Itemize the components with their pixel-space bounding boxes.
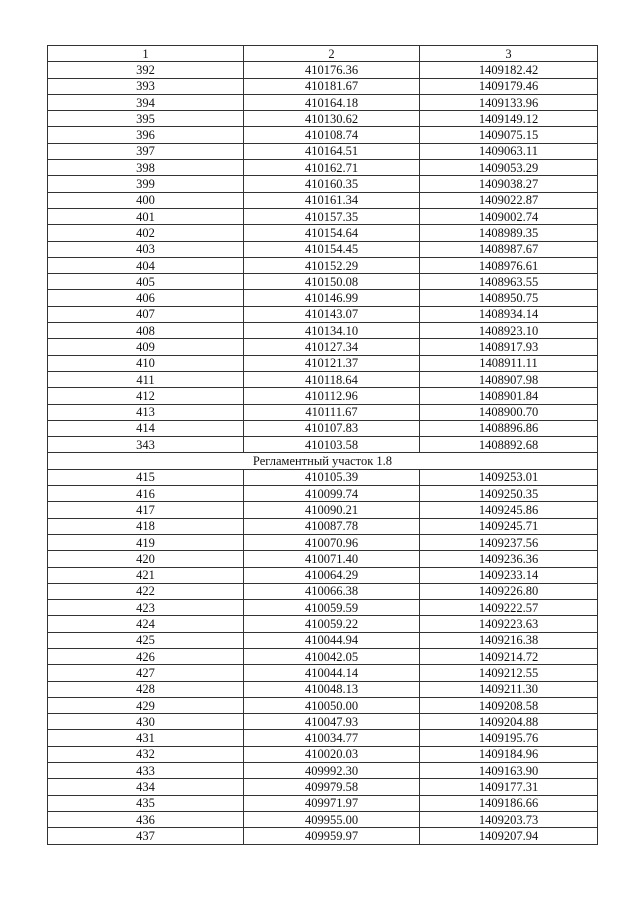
table-row [48,62,598,78]
x-coordinate-cell: 410071.40 [244,551,420,567]
y-coordinate-cell: 1409211.30 [420,681,598,697]
point-number-cell: 412 [48,388,244,404]
point-number-cell: 397 [48,143,244,159]
point-number-cell: 408 [48,323,244,339]
y-coordinate-cell: 1409002.74 [420,208,598,224]
table-row [48,534,598,550]
table-row [48,730,598,746]
table-row [48,192,598,208]
x-coordinate-cell: 410090.21 [244,502,420,518]
point-number-cell: 428 [48,681,244,697]
x-coordinate-cell: 410048.13 [244,681,420,697]
y-coordinate-cell: 1409063.11 [420,143,598,159]
y-coordinate-cell: 1409223.63 [420,616,598,632]
table-row [48,616,598,632]
x-coordinate-cell: 410099.74 [244,486,420,502]
table-row [48,600,598,616]
point-number-cell: 402 [48,225,244,241]
table-row [48,371,598,387]
y-coordinate-cell: 1408911.11 [420,355,598,371]
y-coordinate-cell: 1408950.75 [420,290,598,306]
point-number-cell: 418 [48,518,244,534]
point-number-cell: 416 [48,486,244,502]
point-number-cell: 413 [48,404,244,420]
y-coordinate-cell: 1409133.96 [420,94,598,110]
header-col-3: 3 [420,46,598,62]
point-number-cell: 437 [48,828,244,844]
x-coordinate-cell: 410154.45 [244,241,420,257]
x-coordinate-cell: 410143.07 [244,306,420,322]
x-coordinate-cell: 410160.35 [244,176,420,192]
x-coordinate-cell: 410121.37 [244,355,420,371]
table-row [48,143,598,159]
header-col-2: 2 [244,46,420,62]
x-coordinate-cell: 409959.97 [244,828,420,844]
table-row [48,241,598,257]
point-number-cell: 395 [48,111,244,127]
point-number-cell: 427 [48,665,244,681]
y-coordinate-cell: 1409236.36 [420,551,598,567]
y-coordinate-cell: 1409038.27 [420,176,598,192]
point-number-cell: 423 [48,600,244,616]
table-row [48,306,598,322]
point-number-cell: 431 [48,730,244,746]
table-row [48,681,598,697]
table-row [48,567,598,583]
y-coordinate-cell: 1409203.73 [420,811,598,827]
x-coordinate-cell: 410066.38 [244,583,420,599]
point-number-cell: 398 [48,160,244,176]
x-coordinate-cell: 410130.62 [244,111,420,127]
y-coordinate-cell: 1409208.58 [420,697,598,713]
table-row [48,225,598,241]
x-coordinate-cell: 410087.78 [244,518,420,534]
point-number-cell: 343 [48,437,244,453]
x-coordinate-cell: 410161.34 [244,192,420,208]
x-coordinate-cell: 410150.08 [244,274,420,290]
point-number-cell: 433 [48,763,244,779]
y-coordinate-cell: 1409253.01 [420,469,598,485]
table-row [48,795,598,811]
x-coordinate-cell: 409971.97 [244,795,420,811]
table-row [48,127,598,143]
table-row [48,208,598,224]
point-number-cell: 432 [48,746,244,762]
y-coordinate-cell: 1409237.56 [420,534,598,550]
table-row [48,274,598,290]
y-coordinate-cell: 1409207.94 [420,828,598,844]
y-coordinate-cell: 1409233.14 [420,567,598,583]
table-row [48,811,598,827]
x-coordinate-cell: 410181.67 [244,78,420,94]
x-coordinate-cell: 410034.77 [244,730,420,746]
y-coordinate-cell: 1409177.31 [420,779,598,795]
table-row [48,632,598,648]
x-coordinate-cell: 410164.51 [244,143,420,159]
y-coordinate-cell: 1408987.67 [420,241,598,257]
table-row [48,518,598,534]
point-number-cell: 411 [48,371,244,387]
x-coordinate-cell: 409955.00 [244,811,420,827]
x-coordinate-cell: 410127.34 [244,339,420,355]
y-coordinate-cell: 1408917.93 [420,339,598,355]
table-row [48,290,598,306]
point-number-cell: 426 [48,648,244,664]
y-coordinate-cell: 1408896.86 [420,420,598,436]
point-number-cell: 405 [48,274,244,290]
table-row [48,355,598,371]
point-number-cell: 407 [48,306,244,322]
header-row [48,46,598,62]
table-row [48,323,598,339]
table-row [48,779,598,795]
table-row [48,697,598,713]
x-coordinate-cell: 410112.96 [244,388,420,404]
y-coordinate-cell: 1409186.66 [420,795,598,811]
table-body [48,46,598,845]
table-row [48,437,598,453]
y-coordinate-cell: 1409022.87 [420,192,598,208]
table-row [48,469,598,485]
x-coordinate-cell: 409979.58 [244,779,420,795]
y-coordinate-cell: 1408901.84 [420,388,598,404]
x-coordinate-cell: 410044.14 [244,665,420,681]
table-row [48,160,598,176]
table-row [48,94,598,110]
x-coordinate-cell: 410064.29 [244,567,420,583]
point-number-cell: 396 [48,127,244,143]
x-coordinate-cell: 410047.93 [244,714,420,730]
point-number-cell: 409 [48,339,244,355]
table-row [48,388,598,404]
y-coordinate-cell: 1409163.90 [420,763,598,779]
x-coordinate-cell: 410042.05 [244,648,420,664]
point-number-cell: 417 [48,502,244,518]
y-coordinate-cell: 1408892.68 [420,437,598,453]
x-coordinate-cell: 410020.03 [244,746,420,762]
y-coordinate-cell: 1409226.80 [420,583,598,599]
y-coordinate-cell: 1409214.72 [420,648,598,664]
point-number-cell: 419 [48,534,244,550]
x-coordinate-cell: 410162.71 [244,160,420,176]
point-number-cell: 410 [48,355,244,371]
point-number-cell: 435 [48,795,244,811]
y-coordinate-cell: 1409195.76 [420,730,598,746]
point-number-cell: 406 [48,290,244,306]
table-row [48,404,598,420]
x-coordinate-cell: 410103.58 [244,437,420,453]
y-coordinate-cell: 1409075.15 [420,127,598,143]
y-coordinate-cell: 1408923.10 [420,323,598,339]
point-number-cell: 424 [48,616,244,632]
y-coordinate-cell: 1409222.57 [420,600,598,616]
point-number-cell: 430 [48,714,244,730]
table-row [48,78,598,94]
table-row [48,665,598,681]
point-number-cell: 403 [48,241,244,257]
x-coordinate-cell: 410146.99 [244,290,420,306]
y-coordinate-cell: 1409149.12 [420,111,598,127]
table-row [48,583,598,599]
table-row [48,111,598,127]
point-number-cell: 399 [48,176,244,192]
table-row [48,763,598,779]
table-row [48,339,598,355]
x-coordinate-cell: 410134.10 [244,323,420,339]
x-coordinate-cell: 410044.94 [244,632,420,648]
y-coordinate-cell: 1409216.38 [420,632,598,648]
point-number-cell: 420 [48,551,244,567]
x-coordinate-cell: 410152.29 [244,257,420,273]
table-row [48,176,598,192]
x-coordinate-cell: 410157.35 [244,208,420,224]
point-number-cell: 415 [48,469,244,485]
x-coordinate-cell: 410154.64 [244,225,420,241]
y-coordinate-cell: 1409182.42 [420,62,598,78]
coordinates-table [47,45,598,845]
point-number-cell: 414 [48,420,244,436]
point-number-cell: 421 [48,567,244,583]
y-coordinate-cell: 1409212.55 [420,665,598,681]
point-number-cell: 394 [48,94,244,110]
y-coordinate-cell: 1408963.55 [420,274,598,290]
y-coordinate-cell: 1408976.61 [420,257,598,273]
y-coordinate-cell: 1408934.14 [420,306,598,322]
y-coordinate-cell: 1409245.86 [420,502,598,518]
y-coordinate-cell: 1409250.35 [420,486,598,502]
x-coordinate-cell: 410164.18 [244,94,420,110]
x-coordinate-cell: 410108.74 [244,127,420,143]
point-number-cell: 422 [48,583,244,599]
x-coordinate-cell: 410176.36 [244,62,420,78]
section-title: Регламентный участок 1.8 [48,453,598,469]
x-coordinate-cell: 410059.22 [244,616,420,632]
table-row [48,648,598,664]
table-row [48,746,598,762]
x-coordinate-cell: 410111.67 [244,404,420,420]
point-number-cell: 401 [48,208,244,224]
table-row [48,551,598,567]
y-coordinate-cell: 1408900.70 [420,404,598,420]
table-row [48,828,598,844]
x-coordinate-cell: 409992.30 [244,763,420,779]
x-coordinate-cell: 410107.83 [244,420,420,436]
point-number-cell: 392 [48,62,244,78]
point-number-cell: 425 [48,632,244,648]
point-number-cell: 436 [48,811,244,827]
point-number-cell: 404 [48,257,244,273]
x-coordinate-cell: 410118.64 [244,371,420,387]
point-number-cell: 400 [48,192,244,208]
x-coordinate-cell: 410070.96 [244,534,420,550]
y-coordinate-cell: 1408907.98 [420,371,598,387]
section-title-row [48,453,598,469]
table-row [48,420,598,436]
x-coordinate-cell: 410105.39 [244,469,420,485]
y-coordinate-cell: 1409179.46 [420,78,598,94]
y-coordinate-cell: 1409184.96 [420,746,598,762]
table-row [48,257,598,273]
y-coordinate-cell: 1409204.88 [420,714,598,730]
y-coordinate-cell: 1409245.71 [420,518,598,534]
y-coordinate-cell: 1408989.35 [420,225,598,241]
table-row [48,714,598,730]
x-coordinate-cell: 410050.00 [244,697,420,713]
table-row [48,502,598,518]
table-row [48,486,598,502]
point-number-cell: 429 [48,697,244,713]
y-coordinate-cell: 1409053.29 [420,160,598,176]
point-number-cell: 393 [48,78,244,94]
point-number-cell: 434 [48,779,244,795]
x-coordinate-cell: 410059.59 [244,600,420,616]
header-col-1: 1 [48,46,244,62]
